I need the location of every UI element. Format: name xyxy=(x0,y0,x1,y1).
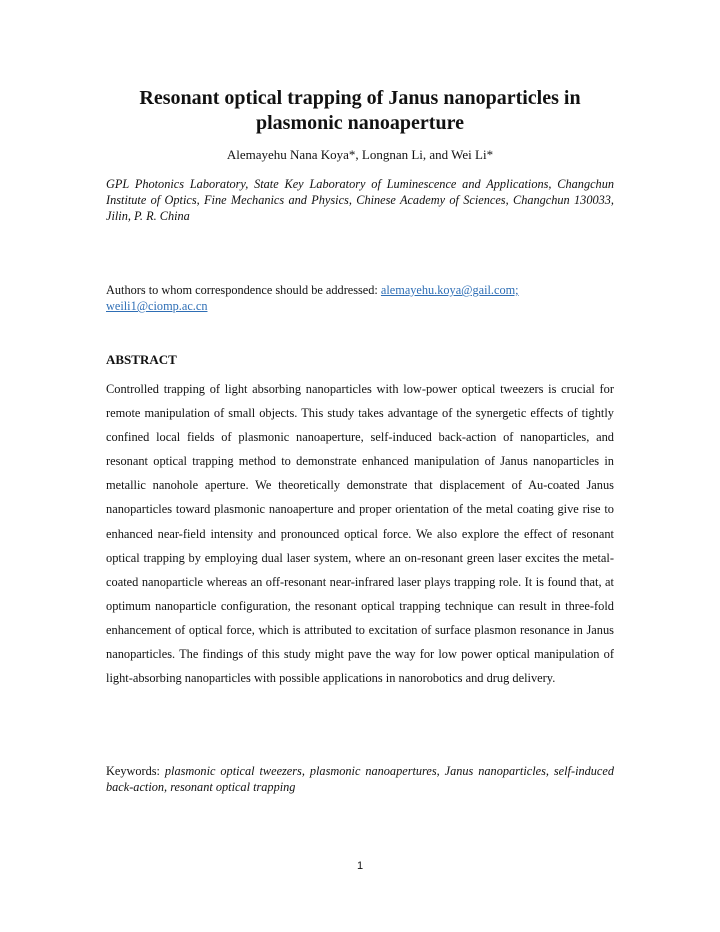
paper-title: Resonant optical trapping of Janus nanoparticles in plasmonic nanoaperture xyxy=(139,87,581,134)
keywords-text: plasmonic optical tweezers, plasmonic nanoapertures, Janus nanoparticles, self-induced back-action, resonant optical trapping xyxy=(106,764,614,794)
correspondence xyxy=(106,282,614,314)
keywords xyxy=(106,763,614,795)
email-link-1[interactable]: alemayehu.koya@gail.com; xyxy=(380,283,519,297)
abstract-text: Controlled trapping of light absorbing nanoparticles with low-power optical tweezers is crucial for remote manipulation of small objects. This study takes advantage of the synergetic effects of tightly confined local fields of plasmonic nanoaperture, self-induced back-action of nanoparticles, and resonant optical trapping method to demonstrate enhanced manipulation of Janus nanoparticles in metallic nanohole aperture. We theoretically demonstrate that displacement of Au-coated Janus nanoparticles toward plasmonic nanoaperture and proper orientation of the metal coating give rise to enhanced near-field intensity and pronounced optical force. We also explore the effect of resonant optical trapping by employing dual laser system, where an on-resonant green laser excites the metal-coated nanoparticle whereas an off-resonant near-infrared laser plays trapping role. It is found that, at optimum nanoparticle configuration, the resonant optical trapping technique can result in three-fold enhancement of optical force, which is attributed to excitation of surface plasmon resonance in Janus nanoparticles. The findings of this study might pave the way for low power optical manipulation of light-absorbing nanoparticles with possible applications in nanorobotics and drug delivery. xyxy=(106,382,614,686)
affiliation: GPL Photonics Laboratory, State Key Laboratory of Luminescence and Applications, Changchun Institute of Optics, Fine Mechanics and Physics, Chinese Academy of Sciences, Changchun 130033, Jilin, P. R. China xyxy=(106,177,614,223)
correspondence-label: Authors to whom correspondence should be addressed: xyxy=(106,283,381,297)
abstract-heading: ABSTRACT xyxy=(106,352,177,367)
page-number: 1 xyxy=(356,860,364,872)
keywords-label: Keywords: xyxy=(106,764,165,778)
email-link-2[interactable]: weili1@ciomp.ac.cn xyxy=(106,299,208,313)
author-list: Alemayehu Nana Koya*, Longnan Li, and Wei Li* xyxy=(226,147,494,162)
